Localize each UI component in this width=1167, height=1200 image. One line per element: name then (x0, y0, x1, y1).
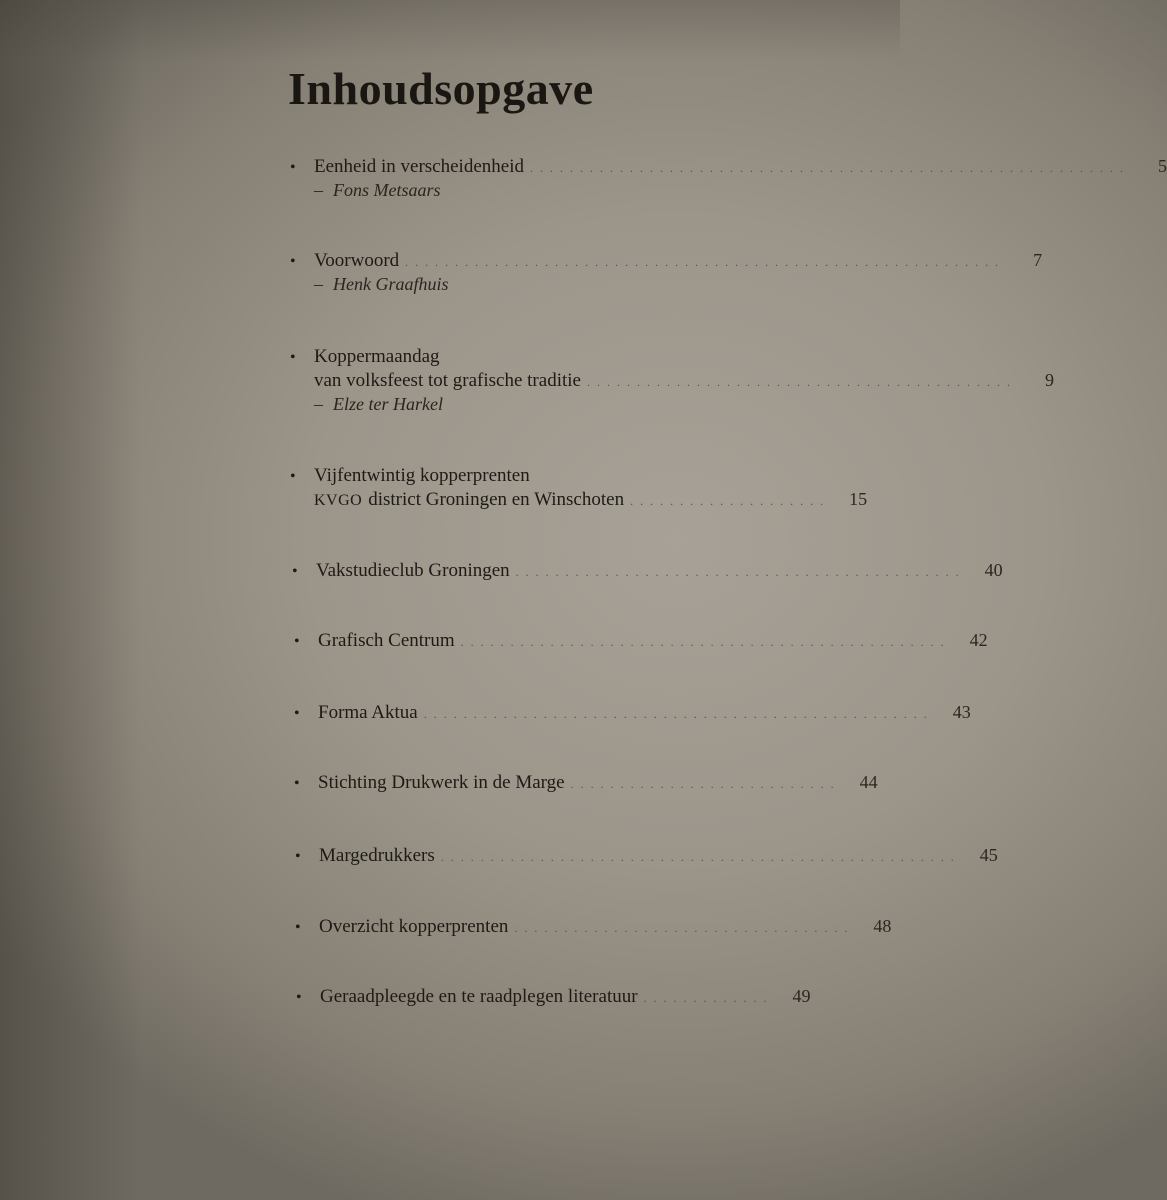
entry-title: Margedrukkers (319, 845, 435, 866)
toc-entry[interactable] (294, 630, 988, 654)
dot-leader: . . . . . . . . . . . . . . . . . . . . . . . . . . . . . . . . . . . . . . . . . . . . . (515, 565, 961, 579)
page-number: 15 (849, 489, 868, 509)
entry-title: Eenheid in verscheidenheid (314, 156, 524, 177)
entry-title: Koppermaandag (314, 346, 440, 367)
bullet-icon: • (290, 159, 296, 176)
entry-title: Geraadpleegde en te raadplegen literatuur (320, 986, 638, 1007)
dot-leader: . . . . . . . . . . . . . . . . . . . . (630, 494, 826, 508)
page-number: 9 (1044, 370, 1054, 390)
author-dash: – (314, 394, 323, 414)
page-title: Inhoudsopgave (288, 63, 594, 114)
entry-title: Voorwoord (314, 250, 400, 271)
entry-title: Overzicht kopperprenten (319, 916, 509, 937)
entry-prefix: KVGO (314, 492, 363, 509)
entry-subtitle: district Groningen en Winschoten (368, 489, 625, 510)
bullet-icon: • (294, 633, 300, 650)
page-number: 49 (792, 986, 811, 1006)
page-number: 40 (984, 560, 1003, 580)
toc-entry[interactable] (290, 465, 868, 513)
entry-title: Vijfentwintig kopperprenten (314, 465, 530, 486)
bullet-icon: • (290, 253, 296, 270)
toc-entry[interactable] (290, 156, 1167, 204)
page-number: 5 (1157, 156, 1167, 176)
author-dash: – (314, 274, 323, 294)
bullet-icon: • (295, 848, 301, 865)
toc-entry[interactable] (292, 560, 1003, 584)
toc-entry[interactable] (294, 772, 878, 796)
dot-leader: . . . . . . . . . . . . . . . . . . . . . . . . . . . . . . . . . . . . . . . . . . . . . . . . . . . . (440, 850, 956, 864)
bullet-icon: • (294, 705, 300, 722)
page-number: 7 (1033, 250, 1043, 270)
toc-entry[interactable] (295, 916, 892, 940)
bullet-icon: • (292, 563, 298, 580)
toc-entry[interactable] (290, 346, 1054, 418)
entry-author (290, 180, 800, 204)
page-number: 42 (969, 630, 988, 650)
dot-leader: . . . . . . . . . . . . . . . . . . . . . . . . . . . . . . . . . . . . . . . . . . . . . . . . . . . (423, 707, 929, 721)
toc-entry[interactable] (295, 845, 998, 869)
toc-entry[interactable] (294, 702, 971, 726)
entry-title: Stichting Drukwerk in de Marge (318, 772, 565, 793)
author-name: Elze ter Harkel (333, 394, 443, 414)
entry-subtitle: van volksfeest tot grafische traditie (314, 370, 581, 391)
page-number: 43 (952, 702, 971, 722)
author-name: Henk Graafhuis (333, 274, 449, 294)
bullet-icon: • (295, 919, 301, 936)
dot-leader: . . . . . . . . . . . . . . . . . . . . . . . . . . . . . . . . . . . . . . . . . . . . . . . . . . . . . . . . . . . . (405, 255, 1001, 269)
dot-leader: . . . . . . . . . . . . . . . . . . . . . . . . . . . . . . . . . . . . . . . . . . . . . . . . . (460, 635, 946, 649)
page-number: 45 (979, 845, 998, 865)
entry-title: Vakstudieclub Groningen (316, 560, 510, 581)
entry-title: Forma Aktua (318, 702, 418, 723)
page-number: 44 (859, 772, 878, 792)
bullet-icon: • (294, 775, 300, 792)
author-dash: – (314, 180, 323, 200)
bullet-icon: • (290, 468, 296, 485)
entry-author (290, 274, 800, 298)
toc-entry[interactable] (290, 250, 1043, 298)
page-number: 48 (873, 916, 892, 936)
dot-leader: . . . . . . . . . . . . . . . . . . . . . . . . . . . (570, 777, 836, 791)
dot-leader: . . . . . . . . . . . . . . . . . . . . . . . . . . . . . . . . . . . . . . . . . . . . . . . . . . . . . . . . . . . . (529, 161, 1125, 175)
toc-entry[interactable] (296, 986, 811, 1010)
dot-leader: . . . . . . . . . . . . . (643, 991, 769, 1005)
bullet-icon: • (296, 989, 302, 1006)
entry-title: Grafisch Centrum (318, 630, 455, 651)
dot-leader: . . . . . . . . . . . . . . . . . . . . . . . . . . . . . . . . . . . . . . . . . . . (586, 375, 1012, 389)
entry-author (290, 394, 800, 418)
dot-leader: . . . . . . . . . . . . . . . . . . . . . . . . . . . . . . . . . . (514, 921, 850, 935)
bullet-icon: • (290, 349, 296, 366)
author-name: Fons Metsaars (333, 180, 441, 200)
